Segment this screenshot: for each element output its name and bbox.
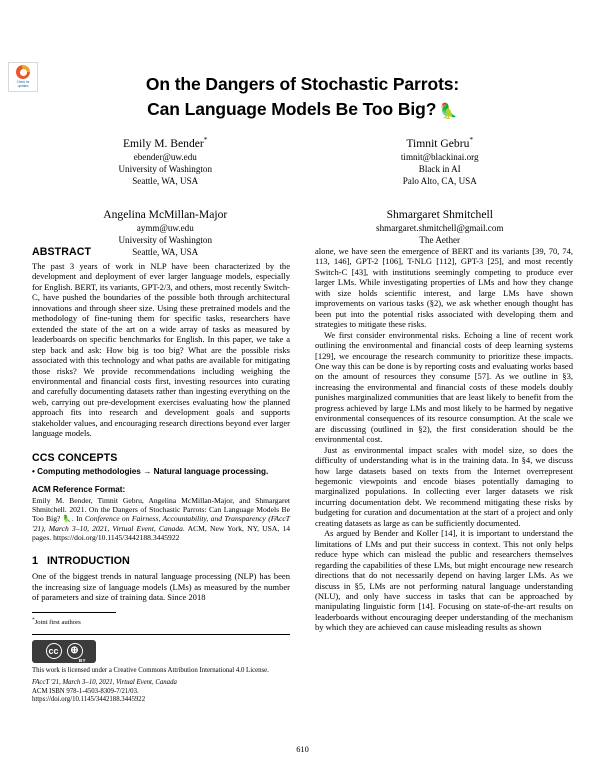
left-column bbox=[32, 246, 290, 704]
footnote bbox=[32, 616, 290, 627]
introduction-heading bbox=[32, 555, 290, 567]
acm-isbn: ACM ISBN 978-1-4503-8309-7/21/03. bbox=[32, 687, 139, 695]
author-name-text: Timnit Gebru bbox=[406, 136, 470, 150]
author-name bbox=[303, 134, 578, 150]
crossmark-label bbox=[17, 80, 30, 88]
body-paragraph: We first consider environmental risks. Echoing a line of recent work outlining the environmental and financial costs of deep learning systems [129], we encourage the research community to prioritize these impacts. One way this can be done is by reporting costs and evaluating works based on the amount of resources they consume [57]. As we outline in §3, increasing the environmental and financial costs of these models doubly punishes marginalized communities that are least likely to benefit from the progress achieved by large LMs and most likely to be harmed by negative environmental consequences of its resource consumption. At the scale we are discussing (outlined in §2), the first consideration should be the environmental cost. bbox=[315, 329, 573, 445]
author-footnote-marker: * bbox=[203, 135, 208, 144]
acm-ref-part2: . In bbox=[71, 513, 83, 523]
author-name bbox=[303, 205, 578, 221]
ccs-concepts-heading: CCS CONCEPTS bbox=[32, 451, 118, 464]
author-location: Palo Alto, CA, USA bbox=[402, 176, 477, 187]
author-name-text: Shmargaret Shmitchell bbox=[386, 207, 493, 221]
author-name bbox=[28, 205, 303, 221]
acm-ref-venue: Conference on Fairness, Accountability, and Transparency (FAccT '21), March 3–10, 2021, Virtual Event, Canada. bbox=[32, 513, 291, 533]
author-email: timnit@blackinai.org bbox=[400, 152, 479, 163]
conference-metadata bbox=[32, 679, 290, 704]
acm-ref-part1: Emily M. Bender, Timnit Gebru, Angelina McMillan-Major, and Shmargaret Shmitchell. 2021. On the Dangers of Stochastic Parrots: Can Language Models Be Too Big? bbox=[32, 495, 290, 523]
author-affiliation: Black in AI bbox=[418, 164, 461, 175]
cc-by-person-icon: ⊕ bbox=[67, 643, 83, 659]
crossmark-label-line2: updates bbox=[17, 84, 29, 88]
parrot-icon: 🦜 bbox=[439, 103, 458, 120]
acm-reference-text bbox=[32, 496, 290, 542]
ccs-concepts-text: • Computing methodologies → Natural language processing. bbox=[32, 466, 269, 476]
author-footnote-marker: * bbox=[469, 135, 474, 144]
doi-link[interactable]: https://doi.org/10.1145/3442188.3445922 bbox=[32, 695, 146, 703]
author-email: shmargaret.shmitchell@gmail.com bbox=[376, 222, 504, 233]
title-line-1: On the Dangers of Stochastic Parrots: bbox=[145, 74, 460, 94]
body-paragraph: As argued by Bender and Koller [14], it is important to understand the limitations of LMs and put their success in context. This not only helps reduce hype which can mislead the public and researchers themselves regarding the capabilities of these LMs, but might encourage new research directions that do not necessarily depend on having larger LMs. As we discuss in §5, LMs are not performing natural language understanding (NLU), and only have success in tasks that can be approached by manipulating linguistic form [14]. Focusing on state-of-the-art results on leaderboards without encouraging deeper understanding of the mechanism by which they are achieved can cause misleading results as shown bbox=[315, 528, 573, 633]
author-name-text: Angelina McMillan-Major bbox=[103, 207, 228, 221]
crossmark-label-line1: Check for bbox=[16, 80, 30, 84]
right-column bbox=[315, 246, 573, 633]
abstract-text: The past 3 years of work in NLP have been characterized by the development and deployment of ever larger language models, especially for English. BERT, its variants, GPT-2/3, and others, most recently Switch-C, have pushed the boundaries of the possible both through architectural innovations and through sheer size. Using these pretrained models and the methodology of fine-tuning them for specific tasks, researchers have extended the state of the art on a wide array of tasks as measured by leaderboards on specific benchmarks for English. In this paper, we take a step back and ask: How big is too big? What are the possible risks associated with this technology and what paths are available for mitigating those risks? We provide recommendations including weighing the environmental and financial costs first, investing resources into curating and carefully documenting datasets rather than ingesting everything on the web, carrying out pre-development exercises evaluating how the planned approach fits into research and development goals and supports stakeholder values, and encouraging research directions beyond ever larger language models. bbox=[32, 261, 290, 439]
license-text: This work is licensed under a Creative Commons Attribution International 4.0 License. bbox=[32, 666, 269, 674]
page-number: 610 bbox=[296, 745, 309, 754]
author-name-text: Emily M. Bender bbox=[122, 136, 204, 150]
author-affiliation: The Aether bbox=[419, 234, 461, 245]
cc-by-label: BY bbox=[78, 657, 86, 663]
cc-icon: cc bbox=[46, 643, 62, 659]
introduction-text: One of the biggest trends in natural language processing (NLP) has been the increasing size of language models (LMs) as measured by the number of parameters and size of training data. Since 2018 bbox=[32, 571, 290, 603]
footnote-text: Joint first authors bbox=[34, 618, 81, 626]
author-block bbox=[28, 134, 303, 188]
conference-name: FAccT '21, March 3–10, 2021, Virtual Event, Canada bbox=[32, 679, 177, 687]
author-email: ebender@uw.edu bbox=[133, 152, 197, 163]
author-location: Seattle, WA, USA bbox=[132, 176, 199, 187]
body-paragraph: alone, we have seen the emergence of BERT and its variants [39, 70, 74, 113, 146], GPT-2 [106], T-NLG [112], GPT-3 [25], and most recently Switch-C [43], with institutions seemingly competing to produce ever larger LMs. While investigating properties of LMs and how they change with size holds scientific interest, and large LMs have shown improvements on various tasks (§2), we ask whether enough thought has been put into the potential risks associated with developing them and strategies to mitigate these risks. bbox=[315, 246, 573, 330]
author-affiliation: University of Washington bbox=[118, 164, 213, 175]
author-list bbox=[28, 134, 577, 258]
author-email: aymm@uw.edu bbox=[136, 222, 194, 233]
body-paragraph: Just as environmental impact scales with model size, so does the difficulty of understanding what is in the training data. In §4, we discuss how large datasets based on texts from the Internet overrepresent hegemonic viewpoints and encode biases potentially damaging to marginalized populations. In collecting ever larger datasets we risk incurring documentation debt. We recommend mitigating these risks by budgeting for curation and documentation at the start of a project and only creating datasets as large as can be sufficiently documented. bbox=[315, 444, 573, 528]
creative-commons-badge bbox=[32, 640, 96, 663]
footnote-marker: * bbox=[32, 616, 35, 623]
acm-ref-parrot-icon: 🦜 bbox=[62, 514, 72, 523]
author-block bbox=[303, 134, 578, 188]
author-affiliation: University of Washington bbox=[118, 234, 213, 245]
author-name bbox=[28, 134, 303, 150]
license-divider bbox=[32, 634, 290, 635]
introduction-number: 1 bbox=[32, 555, 39, 568]
page-title bbox=[60, 72, 545, 124]
acm-reference-heading: ACM Reference Format: bbox=[32, 484, 126, 494]
title-line-2-wrap bbox=[60, 97, 545, 124]
acm-ref-part3: ACM, New York, NY, USA, 14 pages. https://doi.org/10.1145/3442188.3445922 bbox=[32, 523, 290, 543]
introduction-title: INTRODUCTION bbox=[47, 555, 130, 568]
author-location: Seattle, WA, USA bbox=[132, 247, 199, 258]
footnote-divider bbox=[32, 612, 116, 613]
abstract-heading: ABSTRACT bbox=[32, 246, 92, 258]
title-line-2: Can Language Models Be Too Big? bbox=[147, 99, 437, 119]
crossmark-badge[interactable] bbox=[8, 62, 38, 92]
crossmark-icon bbox=[16, 65, 30, 79]
